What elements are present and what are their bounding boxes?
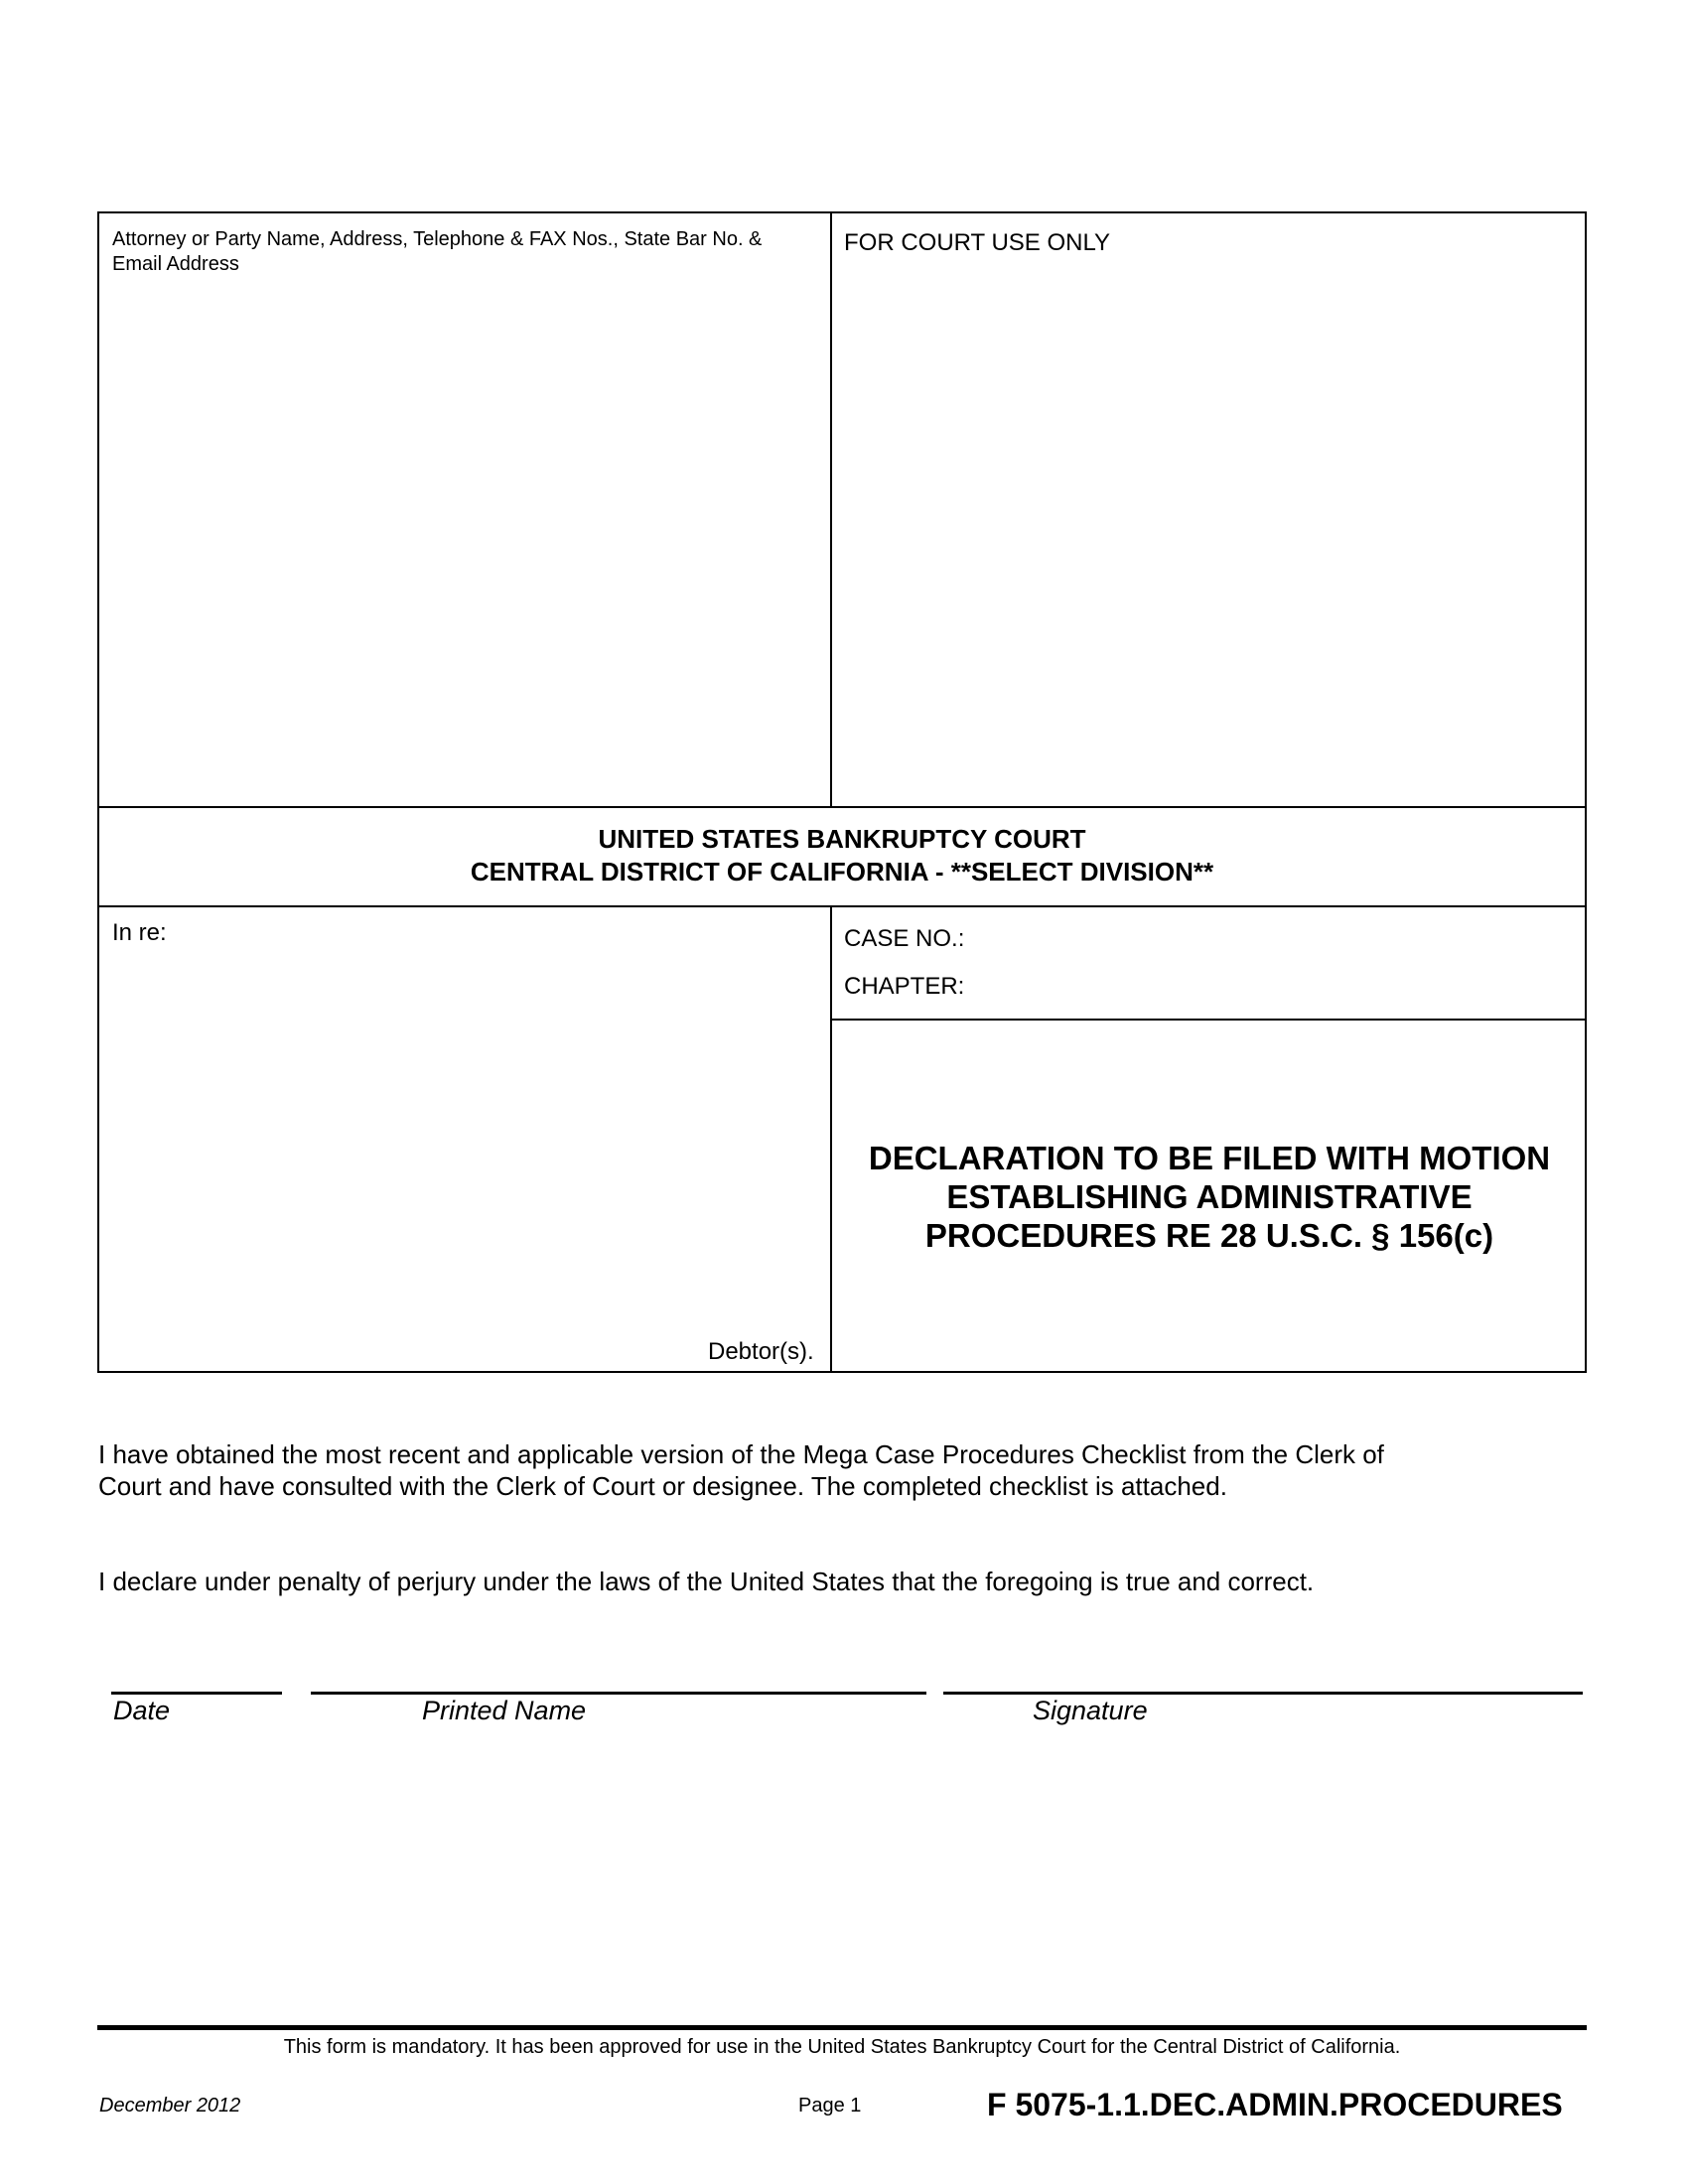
chapter-field[interactable] (978, 971, 1564, 1001)
declaration-paragraph-1 (98, 1438, 1588, 1502)
signature-line[interactable] (943, 1692, 1583, 1695)
caption-divider-middle (99, 905, 1585, 907)
in-re-label: In re: (112, 919, 167, 946)
title-line1: DECLARATION TO BE FILED WITH MOTION (868, 1140, 1551, 1176)
printed-name-line[interactable] (311, 1692, 926, 1695)
court-district: CENTRAL DISTRICT OF CALIFORNIA - (470, 857, 951, 887)
form-number: F 5075-1.1.DEC.ADMIN.PROCEDURES (987, 2087, 1563, 2122)
attorney-info-field[interactable] (112, 227, 807, 277)
debtor-name-field[interactable] (109, 953, 814, 1330)
signature-label: Signature (1033, 1696, 1148, 1725)
court-heading (99, 823, 1585, 888)
case-number-field[interactable] (978, 923, 1564, 953)
document-title (832, 1139, 1587, 1255)
date-line[interactable] (111, 1692, 282, 1695)
page-number: Page 1 (798, 2095, 862, 2116)
court-use-label: FOR COURT USE ONLY (844, 229, 1111, 256)
court-district-line (99, 856, 1585, 888)
attorney-label-line2: Email Address (112, 253, 239, 275)
court-name: UNITED STATES BANKRUPTCY COURT (598, 824, 1086, 854)
division-select[interactable]: **SELECT DIVISION** (950, 857, 1214, 887)
caption-column-divider-top (830, 213, 832, 807)
date-label: Date (113, 1696, 171, 1725)
declaration-paragraph-2: I declare under penalty of perjury under the laws of the United States that the foregoing is true and correct. (98, 1567, 1315, 1596)
caption-divider-case (831, 1019, 1585, 1021)
title-line2: ESTABLISHING ADMINISTRATIVE (946, 1178, 1473, 1215)
revision-date: December 2012 (99, 2095, 241, 2116)
debtors-label: Debtor(s). (708, 1338, 814, 1365)
attorney-label-line1: Attorney or Party Name, Address, Telephone & FAX Nos., State Bar No. & (112, 228, 763, 250)
caption-divider-top (99, 806, 1585, 808)
title-line3: PROCEDURES RE 28 U.S.C. § 156(c) (924, 1217, 1494, 1254)
chapter-label: CHAPTER: (844, 973, 965, 1000)
para1-line2: Court and have consulted with the Clerk of Court or designee. The completed checklist is attached. (98, 1471, 1227, 1501)
printed-name-label: Printed Name (422, 1696, 587, 1725)
mandatory-note: This form is mandatory. It has been approved for use in the United States Bankruptcy Court for the Central District of California. (283, 2036, 1401, 2058)
para1-line1: I have obtained the most recent and applicable version of the Mega Case Procedures Checklist from the Clerk of (98, 1439, 1384, 1469)
case-number-label: CASE NO.: (844, 925, 965, 952)
footer-rule (97, 2025, 1587, 2030)
